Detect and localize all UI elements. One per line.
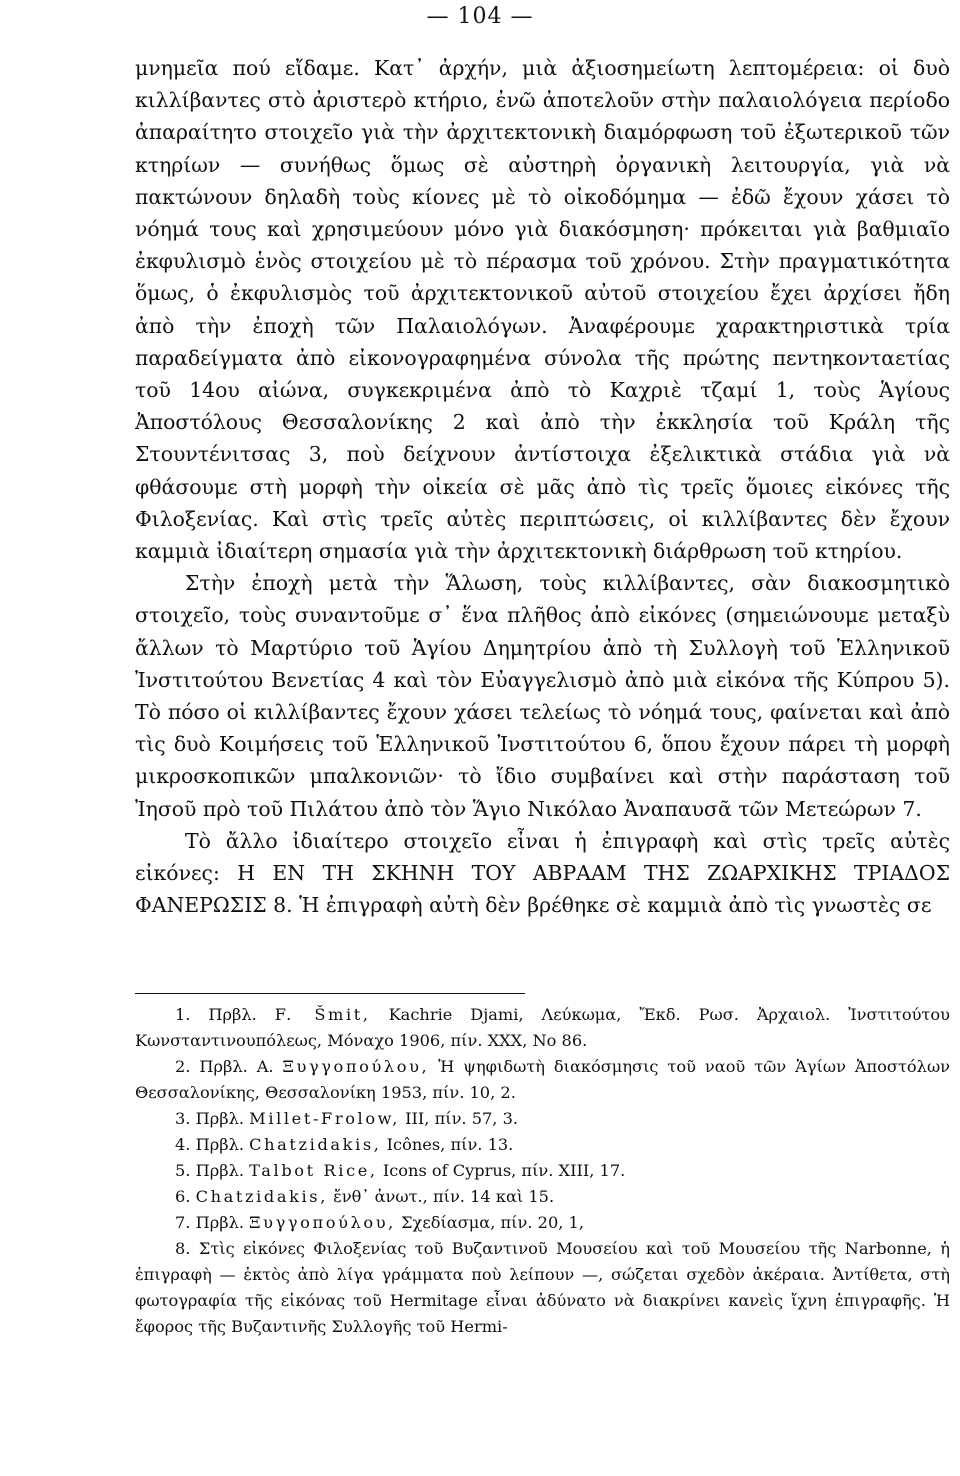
footnote-prefix: Πρβλ.	[208, 1005, 257, 1024]
footnote-5	[135, 1158, 950, 1184]
footnote-author: F. Šmit,	[274, 1005, 371, 1024]
footnote-prefix: Πρβλ.	[195, 1109, 245, 1128]
footnote-text: Icônes, πίν. 13.	[386, 1135, 514, 1154]
footnote-text: Icons of Cyprus, πίν. XIII, 17.	[382, 1161, 626, 1180]
page-number: — 104 —	[426, 4, 534, 29]
footnote-author: Millet-Frolow,	[249, 1109, 400, 1128]
footnote-text: Σχεδίασμα, πίν. 20, 1,	[401, 1213, 584, 1232]
footnote-2	[135, 1054, 950, 1106]
footnote-4	[135, 1132, 950, 1158]
footnote-number: 7.	[175, 1213, 191, 1232]
footnote-8	[135, 1236, 950, 1340]
footnote-author: Chatzidakis,	[249, 1135, 382, 1154]
footnotes	[135, 1002, 950, 1340]
footnote-number: 3.	[175, 1109, 191, 1128]
paragraph-3: Τὸ ἄλλο ἰδιαίτερο στοιχεῖο εἶναι ἡ ἐπιγραφὴ καὶ στὶς τρεῖς αὐτὲς εἰκόνες: Η ΕΝ ΤΗ ΣΚΗΝΗ ΤΟΥ ΑΒΡΑΑΜ ΤΗΣ ΖΩΑΡΧΙΚΗΣ ΤΡΙΑΔΟΣ ΦΑΝΕΡΩΣΙΣ 8. Ἡ ἐπιγραφὴ αὐτὴ δὲν βρέθηκε σὲ καμμιὰ ἀπὸ τὶς γνωστὲς σε	[135, 828, 950, 918]
footnote-prefix: Πρβλ.	[195, 1213, 245, 1232]
footnote-prefix: Πρβλ.	[195, 1135, 245, 1154]
footnote-1	[135, 1002, 950, 1054]
footnote-prefix: Πρβλ.	[195, 1161, 245, 1180]
footnote-number: 6.	[175, 1187, 191, 1206]
footnote-number: 4.	[175, 1135, 191, 1154]
footnote-text: Στὶς εἰκόνες Φιλοξενίας τοῦ Βυζαντινοῦ Μουσείου καὶ τοῦ Μουσείου τῆς Narbonne, ἡ ἐπιγραφὴ — ἐκτὸς ἀπὸ λίγα γράμματα ποὺ λείπουν —, σώζεται σχεδὸν ἀκέραια. Ἀντίθετα, στὴ φωτογραφία τῆς εἰκόνας τοῦ Hermitage εἶναι ἀδύνατο νὰ διακρίνει κανεὶς ἴχνη ἐπιγραφῆς. Ἡ ἔφορος τῆς Βυζαντινῆς Συλλογῆς τοῦ Hermi-	[135, 1239, 950, 1336]
footnote-number: 2.	[175, 1057, 191, 1076]
footnote-divider	[135, 993, 525, 994]
footnote-text: Kachrie Djami, Λεύκωμα, Ἔκδ. Ρωσ. Ἀρχαιολ. Ἰνστιτούτου Κωνσταντινουπόλεως, Μόναχο 1906, πίν. XXX, No 86.	[135, 1005, 950, 1050]
footnote-text: III, πίν. 57, 3.	[405, 1109, 519, 1128]
main-text	[135, 52, 950, 921]
paragraph-2: Στὴν ἐποχὴ μετὰ τὴν Ἅλωση, τοὺς κιλλίβαντες, σὰν διακοσμητικὸ στοιχεῖο, τοὺς συναντοῦμε σ᾽ ἕνα πλῆθος ἀπὸ εἰκόνες (σημειώνουμε μεταξὺ ἄλλων τὸ Μαρτύριο τοῦ Ἁγίου Δημητρίου ἀπὸ τὴ Συλλογὴ τοῦ Ἑλληνικοῦ Ἰνστιτούτου Βενετίας 4 καὶ τὸν Εὐαγγελισμὸ ἀπὸ μιὰ εἰκόνα τῆς Κύπρου 5). Τὸ πόσο οἱ κιλλίβαντες ἔχουν χάσει τελείως τὸ νόημά τους, φαίνεται καὶ ἀπὸ τὶς δυὸ Κοιμήσεις τοῦ Ἑλληνικοῦ Ἰνστιτούτου 6, ὅπου ἔχουν πάρει τὴ μορφὴ μικροσκοπικῶν μπαλκονιῶν· τὸ ἴδιο συμβαίνει καὶ στὴν παράσταση τοῦ Ἰησοῦ πρὸ τοῦ Πιλάτου ἀπὸ τὸν Ἅγιο Νικόλαο Ἀναπαυσᾶ τῶν Μετεώρων 7.	[135, 571, 950, 821]
footnote-7	[135, 1210, 950, 1236]
footnote-author: Ξυγγοπούλου,	[249, 1213, 396, 1232]
footnote-number: 1.	[175, 1005, 191, 1024]
paragraph-1: μνημεῖα πού εἴδαμε. Κατ᾽ ἀρχήν, μιὰ ἀξιοσημείωτη λεπτομέρεια: οἱ δυὸ κιλλίβαντες στὸ ἀριστερὸ κτήριο, ἐνῶ ἀποτελοῦν στὴν παλαιολόγεια περίοδο ἀπαραίτητο στοιχεῖο γιὰ τὴν ἀρχιτεκτονικὴ διαμόρφωση τοῦ ἐξωτερικοῦ τῶν κτηρίων — συνήθως ὅμως σὲ αὐστηρὴ ὀργανικὴ λειτουργία, γιὰ νὰ πακτώνουν δηλαδὴ τοὺς κίονες μὲ τὸ οἰκοδόμημα — ἐδῶ ἔχουν χάσει τὸ νόημά τους καὶ χρησιμεύουν μόνο γιὰ διακόσμηση· πρόκειται γιὰ βαθμιαῖο ἐκφυλισμὸ ἑνὸς στοιχείου μὲ τὸ πέρασμα τοῦ χρόνου. Στὴν πραγματικότητα ὅμως, ὁ ἐκφυλισμὸς τοῦ ἀρχιτεκτονικοῦ αὐτοῦ στοιχείου ἔχει ἀρχίσει ἤδη ἀπὸ τὴν ἐποχὴ τῶν Παλαιολόγων. Ἀναφέρουμε χαρακτηριστικὰ τρία παραδείγματα ἀπὸ εἰκονογραφημένα σύνολα τῆς πρώτης πεντηκονταετίας τοῦ 14ου αἰώνα, συγκεκριμένα ἀπὸ τὸ Καχριὲ τζαμί 1, τοὺς Ἁγίους Ἀποστόλους Θεσσαλονίκης 2 καὶ ἀπὸ τὴν ἐκκλησία τοῦ Κράλη τῆς Στουντένιτσας 3, ποὺ δείχνουν ἀντίστοιχα ἐξελικτικὰ στάδια γιὰ νὰ φθάσουμε στὴ μορφὴ τὴν οἰκεία σὲ μᾶς ἀπὸ τὶς τρεῖς ὅμοιες εἰκόνες τῆς Φιλοξενίας. Καὶ στὶς τρεῖς αὐτὲς περιπτώσεις, οἱ κιλλίβαντες δὲν ἔχουν καμμιὰ ἰδιαίτερη σημασία γιὰ τὴν ἀρχιτεκτονικὴ διάρθρωση τοῦ κτηρίου.	[135, 56, 950, 564]
footnote-6	[135, 1184, 950, 1210]
footnote-author: Ξυγγοπούλου,	[282, 1057, 430, 1076]
footnote-author: Chatzidakis,	[195, 1187, 328, 1206]
footnote-text: Ἡ ψηφιδωτὴ διακόσμησις τοῦ ναοῦ τῶν Ἁγίων Ἀποστόλων Θεσσαλονίκης, Θεσσαλονίκη 1953, πίν. 10, 2.	[135, 1057, 950, 1102]
footnote-number: 5.	[175, 1161, 191, 1180]
footnote-number: 8.	[175, 1239, 191, 1258]
footnote-author: Talbot Rice,	[249, 1161, 378, 1180]
footnote-text: ἔνθ᾽ ἀνωτ., πίν. 14 καὶ 15.	[333, 1187, 555, 1206]
footnote-3	[135, 1106, 950, 1132]
footnote-prefix: Πρβλ. Α.	[199, 1057, 274, 1076]
